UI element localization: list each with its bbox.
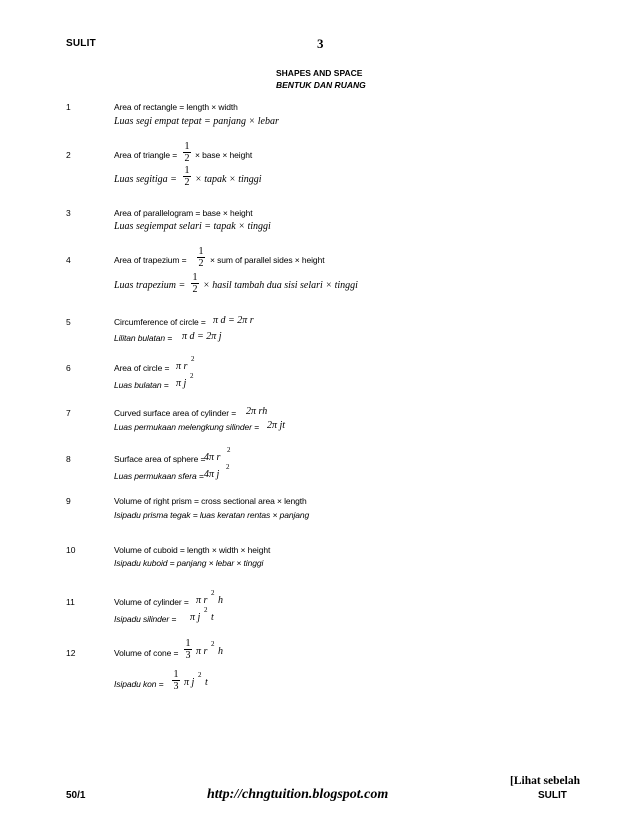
fraction-numerator: 1 xyxy=(198,246,204,257)
fraction-numerator: 1 xyxy=(192,272,198,283)
formula-en-lhs: Area of trapezium = xyxy=(114,255,187,265)
footer-url-link[interactable]: http://chngtuition.blogspot.com xyxy=(207,787,389,802)
formula-ms-math-tail: t xyxy=(211,612,214,623)
header-sulit: SULIT xyxy=(66,38,96,49)
fraction-half xyxy=(182,165,192,188)
formula-ms-lhs: Lilitan bulatan = xyxy=(114,333,173,343)
formula-en: Volume of cuboid = length × width × height xyxy=(114,545,271,555)
formula-ms-lhs: Luas permukaan melengkung silinder = xyxy=(114,422,260,432)
formula-en: Area of rectangle = length × width xyxy=(114,102,238,112)
formula-ms-math: 4π j xyxy=(204,469,220,480)
formula-ms: Luas segiempat selari = tapak × tinggi xyxy=(114,221,271,232)
item-number: 3 xyxy=(66,208,71,218)
formula-en-math-tail: h xyxy=(218,646,223,657)
formula-ms-lhs: Luas trapezium = xyxy=(114,280,186,291)
item-number: 2 xyxy=(66,150,71,160)
formula-en-lhs: Circumference of circle = xyxy=(114,317,206,327)
item-number: 12 xyxy=(66,648,76,658)
footer-lihat-sebelah: [Lihat sebelah xyxy=(510,775,580,787)
formula-en-math-tail: h xyxy=(218,595,223,606)
formula-en-math: π r xyxy=(176,361,188,372)
fraction-numerator: 1 xyxy=(184,165,190,176)
formula-en-lhs: Area of triangle = xyxy=(114,150,178,160)
formula-en-math: 4π r xyxy=(204,452,221,463)
fraction-third xyxy=(171,669,181,692)
formula-en-math: π r xyxy=(196,595,208,606)
formula-ms-rhs: × hasil tambah dua sisi selari × tinggi xyxy=(203,280,358,291)
formula-en-rhs: × sum of parallel sides × height xyxy=(210,255,325,265)
item-number: 11 xyxy=(66,597,75,607)
item-number: 5 xyxy=(66,317,71,327)
exponent: 2 xyxy=(226,463,230,471)
item-number: 10 xyxy=(66,545,76,555)
fraction-half xyxy=(182,141,192,164)
item-number: 6 xyxy=(66,363,71,373)
formula-ms-math: π j xyxy=(190,612,201,623)
fraction-denominator: 2 xyxy=(184,177,190,188)
exponent: 2 xyxy=(198,671,202,679)
formula-en-lhs: Curved surface area of cylinder = xyxy=(114,408,237,418)
formula-en-math: π d = 2π r xyxy=(213,315,254,326)
fraction-numerator: 1 xyxy=(173,669,179,680)
formula-en-lhs: Area of circle = xyxy=(114,363,170,373)
formula-ms-math: π j xyxy=(184,677,195,688)
formula-en-math: π r xyxy=(196,646,208,657)
fraction-denominator: 3 xyxy=(185,650,191,661)
formula-ms: Isipadu prisma tegak = luas keratan rentas × panjang xyxy=(114,510,310,520)
formula-ms-lhs: Luas permukaan sfera = xyxy=(114,471,204,481)
formula-ms-lhs: Isipadu kon = xyxy=(114,679,164,689)
formula-ms-math: 2π jt xyxy=(267,420,286,431)
footer-paper-code: 50/1 xyxy=(66,790,86,801)
exponent: 2 xyxy=(211,640,215,648)
exponent: 2 xyxy=(190,372,194,380)
exponent: 2 xyxy=(204,606,208,614)
exponent: 2 xyxy=(227,446,231,454)
formula-ms-rhs: × tapak × tinggi xyxy=(195,174,262,185)
page-subtitle: BENTUK DAN RUANG xyxy=(276,80,366,90)
footer-sulit: SULIT xyxy=(538,790,567,801)
fraction-numerator: 1 xyxy=(185,638,191,649)
page-number: 3 xyxy=(317,36,324,51)
formula-en-lhs: Volume of cone = xyxy=(114,648,179,658)
page-title: SHAPES AND SPACE xyxy=(276,68,363,78)
fraction-third xyxy=(183,638,193,661)
formula-en-math: 2π rh xyxy=(246,406,268,417)
formula-en: Volume of right prism = cross sectional area × length xyxy=(114,496,307,506)
item-number: 8 xyxy=(66,454,71,464)
fraction-denominator: 2 xyxy=(192,284,198,295)
fraction-denominator: 2 xyxy=(184,153,190,164)
formula-ms: Luas segi empat tepat = panjang × lebar xyxy=(114,116,279,127)
item-number: 7 xyxy=(66,408,71,418)
fraction-denominator: 2 xyxy=(198,258,204,269)
fraction-half xyxy=(196,246,206,269)
formula-en-lhs: Volume of cylinder = xyxy=(114,597,189,607)
formula-ms-lhs: Luas bulatan = xyxy=(114,380,169,390)
formula-ms-lhs: Isipadu silinder = xyxy=(114,614,177,624)
fraction-denominator: 3 xyxy=(173,681,179,692)
formula-ms-math: π j xyxy=(176,378,187,389)
formula-ms: Isipadu kuboid = panjang × lebar × tinggi xyxy=(114,558,264,568)
fraction-half xyxy=(190,272,200,295)
formula-ms-math: π d = 2π j xyxy=(182,331,222,342)
item-number: 1 xyxy=(66,102,71,112)
formula-en-rhs: × base × height xyxy=(195,150,253,160)
exponent: 2 xyxy=(211,589,215,597)
fraction-numerator: 1 xyxy=(184,141,190,152)
formula-ms-lhs: Luas segitiga = xyxy=(114,174,177,185)
exponent: 2 xyxy=(191,355,195,363)
item-number: 9 xyxy=(66,496,71,506)
formula-en-lhs: Surface area of sphere = xyxy=(114,454,206,464)
formula-en: Area of parallelogram = base × height xyxy=(114,208,253,218)
formula-ms-math-tail: t xyxy=(205,677,208,688)
item-number: 4 xyxy=(66,255,71,265)
